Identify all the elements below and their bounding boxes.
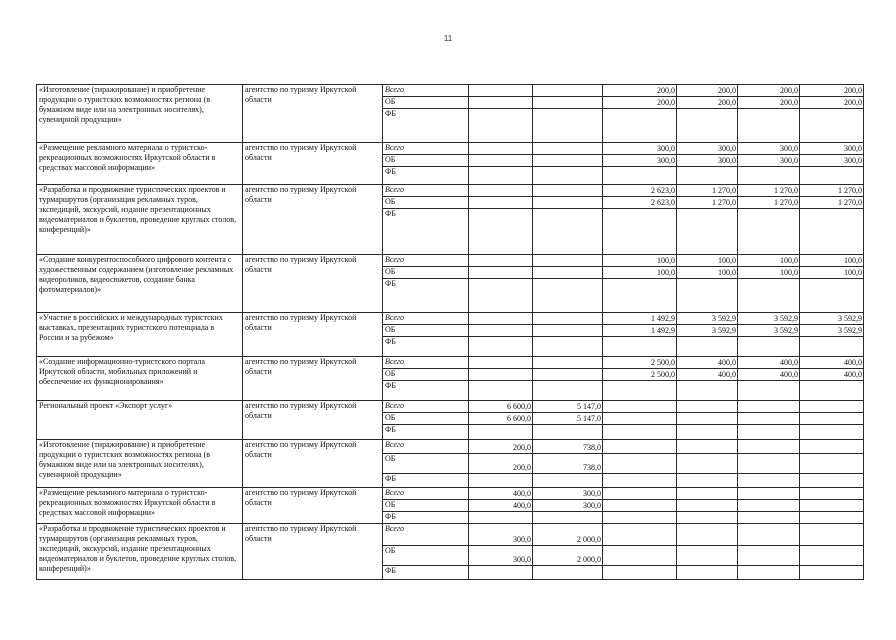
funding-source: ОБ xyxy=(383,325,469,337)
funding-source: ФБ xyxy=(383,109,469,143)
amount-cell: 3 592,9 xyxy=(800,325,864,337)
amount-cell xyxy=(738,566,800,580)
executor-name: агентство по туризму Иркутской области xyxy=(243,185,383,255)
amount-cell xyxy=(738,454,800,474)
amount-cell xyxy=(469,97,533,109)
amount-cell: 300,0 xyxy=(469,546,533,566)
amount-cell: 3 592,9 xyxy=(677,313,738,325)
executor-name: агентство по туризму Иркутской области xyxy=(243,440,383,488)
amount-cell xyxy=(533,313,603,325)
amount-cell: 1 270,0 xyxy=(800,197,864,209)
amount-cell xyxy=(677,337,738,357)
amount-cell: 400,0 xyxy=(738,357,800,369)
amount-cell xyxy=(738,209,800,255)
amount-cell: 2 623,0 xyxy=(603,185,677,197)
funding-source: ОБ xyxy=(383,197,469,209)
amount-cell: 200,0 xyxy=(800,97,864,109)
amount-cell xyxy=(469,109,533,143)
budget-table xyxy=(36,84,864,580)
table-row xyxy=(37,488,864,500)
executor-name: агентство по туризму Иркутской области xyxy=(243,313,383,357)
amount-cell: 200,0 xyxy=(469,454,533,474)
amount-cell xyxy=(738,512,800,524)
measure-name: «Разработка и продвижение туристических проектов и турмаршрутов (организация рекламных туров, экспедиций, экскурсий, издание презентационных видеоматериалов и буклетов, проведение круглых столов, конференций)» xyxy=(37,185,243,255)
amount-cell xyxy=(738,488,800,500)
amount-cell xyxy=(533,97,603,109)
amount-cell xyxy=(469,155,533,167)
amount-cell xyxy=(677,566,738,580)
amount-cell xyxy=(738,413,800,425)
amount-cell xyxy=(800,454,864,474)
executor-name: агентство по туризму Иркутской области xyxy=(243,143,383,185)
page-number: 11 xyxy=(443,34,453,43)
funding-source: ФБ xyxy=(383,167,469,185)
funding-source: Всего xyxy=(383,524,469,546)
amount-cell: 1 270,0 xyxy=(677,185,738,197)
amount-cell: 200,0 xyxy=(677,85,738,97)
amount-cell xyxy=(533,474,603,488)
amount-cell xyxy=(533,167,603,185)
measure-name: Региональный проект «Экспорт услуг» xyxy=(37,401,243,440)
amount-cell: 1 270,0 xyxy=(738,185,800,197)
amount-cell xyxy=(469,369,533,381)
amount-cell xyxy=(800,546,864,566)
amount-cell xyxy=(800,209,864,255)
amount-cell xyxy=(677,440,738,454)
amount-cell: 100,0 xyxy=(800,267,864,279)
funding-source: Всего xyxy=(383,488,469,500)
amount-cell xyxy=(469,425,533,440)
amount-cell xyxy=(469,512,533,524)
amount-cell: 400,0 xyxy=(469,500,533,512)
amount-cell xyxy=(603,425,677,440)
amount-cell: 300,0 xyxy=(738,155,800,167)
amount-cell: 300,0 xyxy=(533,500,603,512)
amount-cell xyxy=(603,474,677,488)
funding-source: Всего xyxy=(383,401,469,413)
amount-cell xyxy=(677,279,738,313)
amount-cell xyxy=(738,109,800,143)
amount-cell xyxy=(469,566,533,580)
amount-cell xyxy=(469,197,533,209)
amount-cell xyxy=(469,209,533,255)
amount-cell xyxy=(533,566,603,580)
amount-cell xyxy=(677,425,738,440)
measure-name: «Разработка и продвижение туристических проектов и турмаршрутов (организация рекламных туров, экспедиций, экскурсий, издание презентационных видеоматериалов и буклетов, проведение круглых столов, конференций)» xyxy=(37,524,243,580)
amount-cell xyxy=(738,524,800,546)
amount-cell xyxy=(533,85,603,97)
funding-source: ФБ xyxy=(383,381,469,401)
executor-name: агентство по туризму Иркутской области xyxy=(243,401,383,440)
funding-source: ФБ xyxy=(383,337,469,357)
amount-cell: 400,0 xyxy=(677,357,738,369)
measure-name: «Размещение рекламного материала о туристско-рекреационных возможностях Иркутской области в средствах массовой информации» xyxy=(37,143,243,185)
amount-cell: 738,0 xyxy=(533,440,603,454)
amount-cell xyxy=(800,337,864,357)
amount-cell xyxy=(533,381,603,401)
amount-cell xyxy=(603,454,677,474)
amount-cell: 6 600,0 xyxy=(469,413,533,425)
amount-cell xyxy=(800,440,864,454)
amount-cell: 100,0 xyxy=(738,255,800,267)
table-row xyxy=(37,401,864,413)
amount-cell: 200,0 xyxy=(738,85,800,97)
amount-cell: 200,0 xyxy=(800,85,864,97)
amount-cell xyxy=(533,255,603,267)
funding-source: Всего xyxy=(383,85,469,97)
funding-source: ОБ xyxy=(383,413,469,425)
amount-cell: 300,0 xyxy=(677,155,738,167)
amount-cell: 200,0 xyxy=(738,97,800,109)
funding-source: Всего xyxy=(383,313,469,325)
funding-source: ОБ xyxy=(383,155,469,167)
amount-cell: 100,0 xyxy=(738,267,800,279)
funding-source: ФБ xyxy=(383,566,469,580)
amount-cell xyxy=(603,524,677,546)
funding-source: ФБ xyxy=(383,512,469,524)
amount-cell xyxy=(533,197,603,209)
amount-cell xyxy=(603,381,677,401)
amount-cell: 3 592,9 xyxy=(677,325,738,337)
amount-cell xyxy=(738,474,800,488)
amount-cell xyxy=(800,279,864,313)
amount-cell: 738,0 xyxy=(533,454,603,474)
amount-cell: 1 492,9 xyxy=(603,325,677,337)
amount-cell: 200,0 xyxy=(677,97,738,109)
amount-cell xyxy=(677,109,738,143)
amount-cell: 2 000,0 xyxy=(533,546,603,566)
funding-source: ОБ xyxy=(383,267,469,279)
amount-cell xyxy=(533,369,603,381)
amount-cell xyxy=(677,381,738,401)
amount-cell xyxy=(469,167,533,185)
amount-cell: 100,0 xyxy=(677,255,738,267)
amount-cell: 300,0 xyxy=(603,155,677,167)
amount-cell: 300,0 xyxy=(738,143,800,155)
amount-cell: 400,0 xyxy=(800,369,864,381)
funding-source: ФБ xyxy=(383,474,469,488)
amount-cell xyxy=(603,488,677,500)
amount-cell xyxy=(533,155,603,167)
amount-cell xyxy=(603,546,677,566)
amount-cell xyxy=(800,488,864,500)
amount-cell: 3 592,9 xyxy=(738,325,800,337)
executor-name: агентство по туризму Иркутской области xyxy=(243,85,383,143)
amount-cell: 100,0 xyxy=(677,267,738,279)
amount-cell xyxy=(603,500,677,512)
amount-cell: 3 592,9 xyxy=(800,313,864,325)
table-row xyxy=(37,185,864,197)
amount-cell: 1 492,9 xyxy=(603,313,677,325)
amount-cell xyxy=(603,413,677,425)
funding-source: Всего xyxy=(383,143,469,155)
amount-cell xyxy=(603,279,677,313)
amount-cell: 2 000,0 xyxy=(533,524,603,546)
funding-source: ФБ xyxy=(383,209,469,255)
table-row xyxy=(37,440,864,454)
amount-cell xyxy=(800,109,864,143)
amount-cell xyxy=(800,167,864,185)
amount-cell: 6 600,0 xyxy=(469,401,533,413)
amount-cell xyxy=(677,474,738,488)
measure-name: «Создание конкурентоспособного цифрового контента с художественным содержанием (изготовление рекламных видеороликов, видеосюжетов, создание банка фотоматериалов)» xyxy=(37,255,243,313)
amount-cell xyxy=(738,440,800,454)
amount-cell: 400,0 xyxy=(677,369,738,381)
amount-cell: 400,0 xyxy=(469,488,533,500)
amount-cell xyxy=(738,401,800,413)
funding-source: ФБ xyxy=(383,425,469,440)
executor-name: агентство по туризму Иркутской области xyxy=(243,488,383,524)
funding-source: Всего xyxy=(383,440,469,454)
amount-cell xyxy=(603,512,677,524)
amount-cell xyxy=(800,500,864,512)
funding-source: Всего xyxy=(383,357,469,369)
amount-cell xyxy=(738,381,800,401)
amount-cell: 1 270,0 xyxy=(677,197,738,209)
amount-cell: 400,0 xyxy=(800,357,864,369)
amount-cell xyxy=(800,524,864,546)
amount-cell: 300,0 xyxy=(533,488,603,500)
amount-cell xyxy=(603,337,677,357)
measure-name: «Создание информационно-туристского портала Иркутской области, мобильных приложений и обеспечение их функционирования» xyxy=(37,357,243,401)
amount-cell xyxy=(800,413,864,425)
amount-cell xyxy=(677,488,738,500)
amount-cell xyxy=(677,512,738,524)
amount-cell: 3 592,9 xyxy=(738,313,800,325)
amount-cell xyxy=(469,474,533,488)
measure-name: «Участие в российских и международных туристских выставках, презентациях туристского потенциала в России и за рубежом» xyxy=(37,313,243,357)
amount-cell: 5 147,0 xyxy=(533,401,603,413)
amount-cell xyxy=(469,313,533,325)
measure-name: «Размещение рекламного материала о туристско-рекреационных возможностях Иркутской области в средствах массовой информации» xyxy=(37,488,243,524)
amount-cell xyxy=(738,500,800,512)
amount-cell xyxy=(603,109,677,143)
amount-cell xyxy=(469,279,533,313)
amount-cell xyxy=(533,143,603,155)
amount-cell: 100,0 xyxy=(603,267,677,279)
funding-source: ОБ xyxy=(383,97,469,109)
amount-cell: 2 500,0 xyxy=(603,357,677,369)
measure-name: «Изготовление (тиражирование) и приобретение продукции о туристских возможностях региона (в бумажном виде или на электронных носителях), сувенирной продукции» xyxy=(37,440,243,488)
amount-cell xyxy=(738,546,800,566)
amount-cell xyxy=(533,279,603,313)
amount-cell xyxy=(800,566,864,580)
executor-name: агентство по туризму Иркутской области xyxy=(243,357,383,401)
amount-cell xyxy=(738,279,800,313)
amount-cell xyxy=(800,474,864,488)
amount-cell: 5 147,0 xyxy=(533,413,603,425)
amount-cell xyxy=(603,167,677,185)
amount-cell xyxy=(677,500,738,512)
amount-cell xyxy=(469,381,533,401)
table-body xyxy=(37,85,864,580)
amount-cell xyxy=(469,255,533,267)
amount-cell: 300,0 xyxy=(603,143,677,155)
amount-cell: 300,0 xyxy=(800,155,864,167)
table-row xyxy=(37,357,864,369)
amount-cell: 300,0 xyxy=(677,143,738,155)
amount-cell: 300,0 xyxy=(469,524,533,546)
amount-cell xyxy=(469,357,533,369)
amount-cell xyxy=(469,185,533,197)
amount-cell xyxy=(677,454,738,474)
amount-cell xyxy=(533,425,603,440)
amount-cell: 1 270,0 xyxy=(738,197,800,209)
table-row xyxy=(37,313,864,325)
amount-cell: 2 500,0 xyxy=(603,369,677,381)
amount-cell xyxy=(469,143,533,155)
funding-source: ОБ xyxy=(383,369,469,381)
amount-cell xyxy=(677,413,738,425)
amount-cell xyxy=(800,425,864,440)
amount-cell xyxy=(533,185,603,197)
funding-source: Всего xyxy=(383,255,469,267)
amount-cell xyxy=(603,566,677,580)
amount-cell xyxy=(603,209,677,255)
amount-cell xyxy=(533,325,603,337)
amount-cell xyxy=(469,267,533,279)
measure-name: «Изготовление (тиражирование) и приобретение продукции о туристских возможностях региона (в бумажном виде или на электронных носителях), сувенирной продукции» xyxy=(37,85,243,143)
amount-cell: 1 270,0 xyxy=(800,185,864,197)
amount-cell xyxy=(738,167,800,185)
amount-cell xyxy=(469,337,533,357)
amount-cell: 200,0 xyxy=(603,97,677,109)
table-row xyxy=(37,143,864,155)
amount-cell: 100,0 xyxy=(603,255,677,267)
amount-cell xyxy=(677,401,738,413)
funding-source: ОБ xyxy=(383,500,469,512)
table-row xyxy=(37,85,864,97)
amount-cell xyxy=(533,337,603,357)
amount-cell xyxy=(533,512,603,524)
amount-cell xyxy=(533,357,603,369)
amount-cell xyxy=(677,524,738,546)
amount-cell: 200,0 xyxy=(469,440,533,454)
amount-cell xyxy=(800,512,864,524)
amount-cell xyxy=(533,109,603,143)
amount-cell: 300,0 xyxy=(800,143,864,155)
amount-cell xyxy=(533,209,603,255)
amount-cell xyxy=(469,325,533,337)
amount-cell xyxy=(533,267,603,279)
amount-cell xyxy=(677,209,738,255)
funding-source: Всего xyxy=(383,185,469,197)
funding-source: ФБ xyxy=(383,279,469,313)
amount-cell xyxy=(603,401,677,413)
executor-name: агентство по туризму Иркутской области xyxy=(243,255,383,313)
funding-source: ОБ xyxy=(383,546,469,566)
amount-cell: 200,0 xyxy=(603,85,677,97)
amount-cell xyxy=(469,85,533,97)
amount-cell xyxy=(738,337,800,357)
amount-cell xyxy=(800,381,864,401)
amount-cell: 100,0 xyxy=(800,255,864,267)
amount-cell: 400,0 xyxy=(738,369,800,381)
amount-cell xyxy=(603,440,677,454)
amount-cell xyxy=(738,425,800,440)
table-row xyxy=(37,524,864,546)
table-row xyxy=(37,255,864,267)
amount-cell xyxy=(677,546,738,566)
funding-source: ОБ xyxy=(383,454,469,474)
amount-cell xyxy=(800,401,864,413)
amount-cell: 2 623,0 xyxy=(603,197,677,209)
amount-cell xyxy=(677,167,738,185)
executor-name: агентство по туризму Иркутской области xyxy=(243,524,383,580)
